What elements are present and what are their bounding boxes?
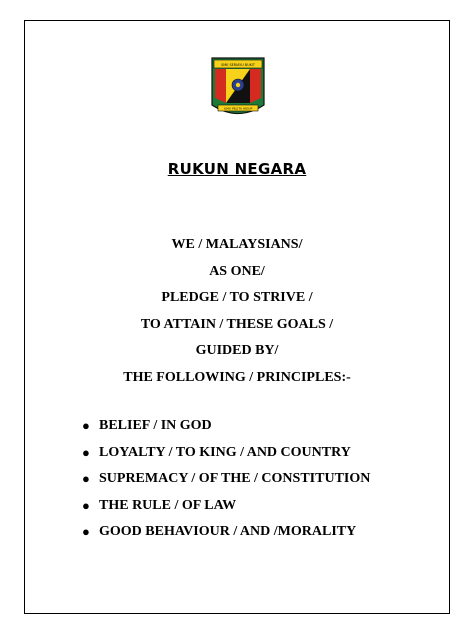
pledge-line: THE FOLLOWING / PRINCIPLES:- — [123, 369, 351, 385]
crest-right-panel — [250, 69, 261, 103]
bullet-icon: ● — [82, 444, 90, 460]
pledge-line: PLEDGE / TO STRIVE / — [161, 290, 313, 306]
principle-text: THE RULE / OF LAW — [99, 497, 237, 513]
principle-text: GOOD BEHAVIOUR / AND /MORALITY — [99, 524, 357, 540]
principle-item — [82, 519, 370, 546]
page-title: RUKUN NEGARA — [167, 160, 307, 178]
principle-item — [82, 466, 370, 493]
principle-text: LOYALTY / TO KING / AND COUNTRY — [99, 444, 351, 460]
pledge-line: TO ATTAIN / THESE GOALS / — [140, 316, 334, 332]
principle-item — [82, 493, 370, 520]
crest-left-panel — [215, 69, 226, 103]
pledge-line: WE / MALAYSIANS/ — [171, 237, 303, 252]
bullet-icon: ● — [82, 471, 90, 487]
pledge-text — [0, 232, 474, 392]
bullet-icon: ● — [82, 524, 90, 540]
bullet-icon: ● — [82, 497, 90, 513]
pledge-line: GUIDED BY/ — [195, 343, 279, 359]
principle-item — [82, 413, 370, 440]
principle-text: SUPREMACY / OF THE / CONSTITUTION — [99, 471, 371, 487]
school-crest-logo — [209, 53, 267, 122]
pledge-line: AS ONE/ — [209, 263, 265, 279]
crest-top-text: SMK SERIAYU BUKIT — [221, 63, 255, 67]
principles-list — [82, 413, 370, 546]
principle-item — [82, 440, 370, 467]
crest-bottom-text: ILMU PELITA HIDUP — [223, 106, 253, 111]
bullet-icon: ● — [82, 418, 90, 433]
principle-text: BELIEF / IN GOD — [99, 418, 212, 433]
